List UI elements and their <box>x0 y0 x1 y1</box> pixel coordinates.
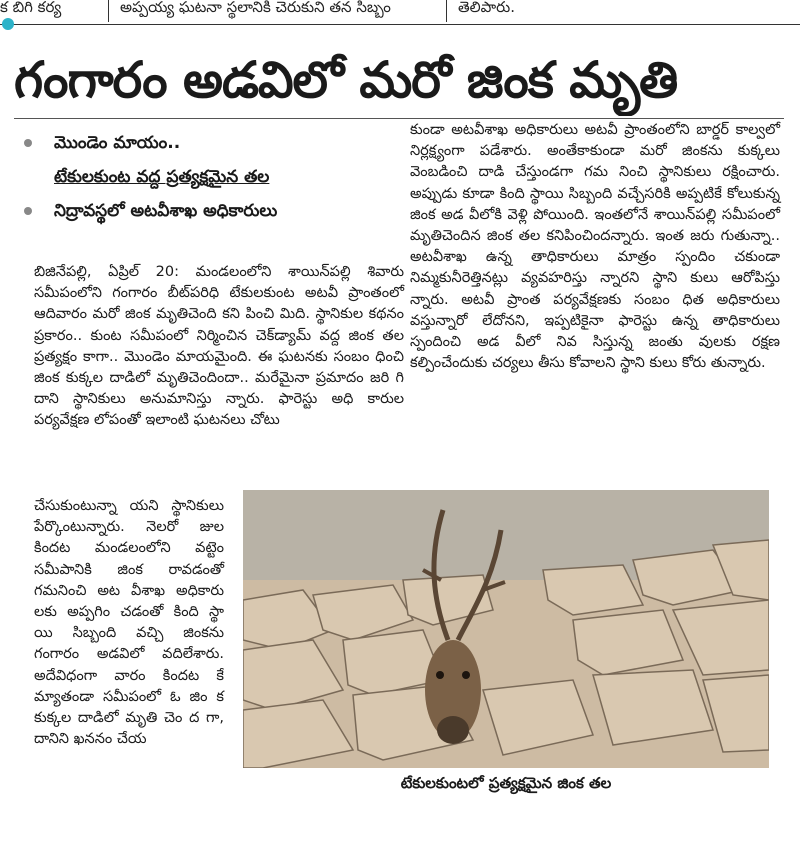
column-divider <box>108 0 109 22</box>
bullet-text: మొండెం మాయం.. <box>54 133 181 153</box>
column-divider <box>446 0 447 22</box>
headline: గంగారం అడవిలో మరో జింక మృతి <box>14 51 678 109</box>
article-paragraph: బిజినేపల్లి, ఏప్రిల్ 20: మండలంలోని శాయిన్‌పల్లి శివారు సమీపంలోని గంగారం బీట్‌పరిధి టేకులకుంట అటవీ ప్రాంతంలో ఆదివారం మరో జింక మృతిచెంది కని పించి మిది. స్థానికుల కథనం ప్రకారం.. కుంట సమీపంలో నిర్మించిన చెక్‌డ్యామ్ వద్ద జింక తల ప్రత్యక్షం కాగా.. మొండెం మాయమైంది. ఈ ఘటనకు సంబం ధించి జింక కుక్కల దాడిలో మృతిచెందిందా.. మరేమైనా ప్రమాదం జరి గి దాని స్థానికులు అనుమానిస్తు న్నారు. ఫారెస్టు అధి కారుల పర్యవేక్షణ లోపంతో ఇలాంటి ఘటనలు చోటు <box>34 264 404 429</box>
bullet-icon <box>24 207 32 215</box>
deer-head-photo <box>243 490 769 768</box>
headline-divider <box>14 118 784 119</box>
bullet-text: టేకులకుంట వద్ద ప్రత్యక్షమైన తల <box>54 167 270 187</box>
article-paragraph: చేసుకుంటున్నా యని స్థానికులు పేర్కొంటున్నారు. నెలరో జుల కిందట మండలంలోని వట్టెం సమీపానికి జింక రావడంతో గమనించి అట వీశాఖ అధికారు లకు అప్పగిం చడంతో కింది స్థా యి సిబ్బంది వచ్చి జింకను గంగారం అడవిలో వదిలేశారు. అదేవిధంగా వారం కిందట కే మ్యాతండా సమీపంలో ఓ జిం క కుక్కల దాడిలో మృతి చెం ద గా, దానిని ఖననం చేయ <box>34 498 224 748</box>
prev-fragment-3: తెలిపారు. <box>458 0 515 16</box>
photo-caption: టేకులకుంటలో ప్రత్యక్షమైన జింక తల <box>400 774 612 792</box>
photo-illustration <box>243 490 769 768</box>
bullet-text: నిద్రావస్థలో అటవీశాఖ అధికారులు <box>54 201 278 221</box>
bullet-item <box>20 194 390 228</box>
prev-fragment-1: క బిగి కర్య <box>0 0 62 16</box>
accent-dot-icon <box>2 18 14 30</box>
prev-fragment-2: అప్పయ్య ఘటనా స్థలానికి చెరుకుని తన సిబ్బం <box>120 0 391 16</box>
bullet-item <box>20 160 390 194</box>
article-paragraph: కుండా అటవీశాఖ అధికారులు అటవీ ప్రాంతంలోని బార్డర్ కాల్వలో నిర్లక్ష్యంగా పడేశారు. అంతేకాకుండా మరో జింకను కుక్కలు వెంబడించి దాడి చేస్తుండగా గమ నించి స్థానికులు రక్షించారు. అప్పుడు కూడా కింది స్థాయి సిబ్బంది వచ్చేసరికి అప్పటికే కోలుకున్న జింక అడ వీలోకి వెళ్లి పోయింది. ఇంతలోనే శాయిన్‌పల్లి సమీపంలో మృతిచెందిన జింక తల కనిపించిందన్నారు. ఇంత జరు గుతున్నా.. అటవీశాఖ ఉన్న తాధికారులు మాత్రం స్పందిం చకుండా నిమ్మకునీరెత్తినట్లు వ్యవహరిస్తు న్నారని స్థాని కులు ఆరోపిస్తు న్నారు. అటవీ ప్రాంత పర్యవేక్షణకు సంబం ధిత అధికారులు వస్తున్నారో లేదోనని, ఇప్పటికైనా ఫారెస్టు ఉన్న తాధికారులు స్పందించి అడ వీలో నివ సిస్తున్న జంతు వులకు రక్షణ కల్పించేందుకు చర్యలు తీసు కోవాలని స్థాని కులు కోరు తున్నారు. <box>410 122 780 372</box>
article-column-right <box>410 120 780 374</box>
article-column-left-narrow <box>34 496 224 750</box>
previous-article-strip <box>0 0 800 26</box>
bullet-item <box>20 126 390 160</box>
subheadline-bullets <box>20 126 390 228</box>
top-divider <box>0 24 800 25</box>
article-column-left <box>34 262 404 432</box>
bullet-icon <box>24 139 32 147</box>
